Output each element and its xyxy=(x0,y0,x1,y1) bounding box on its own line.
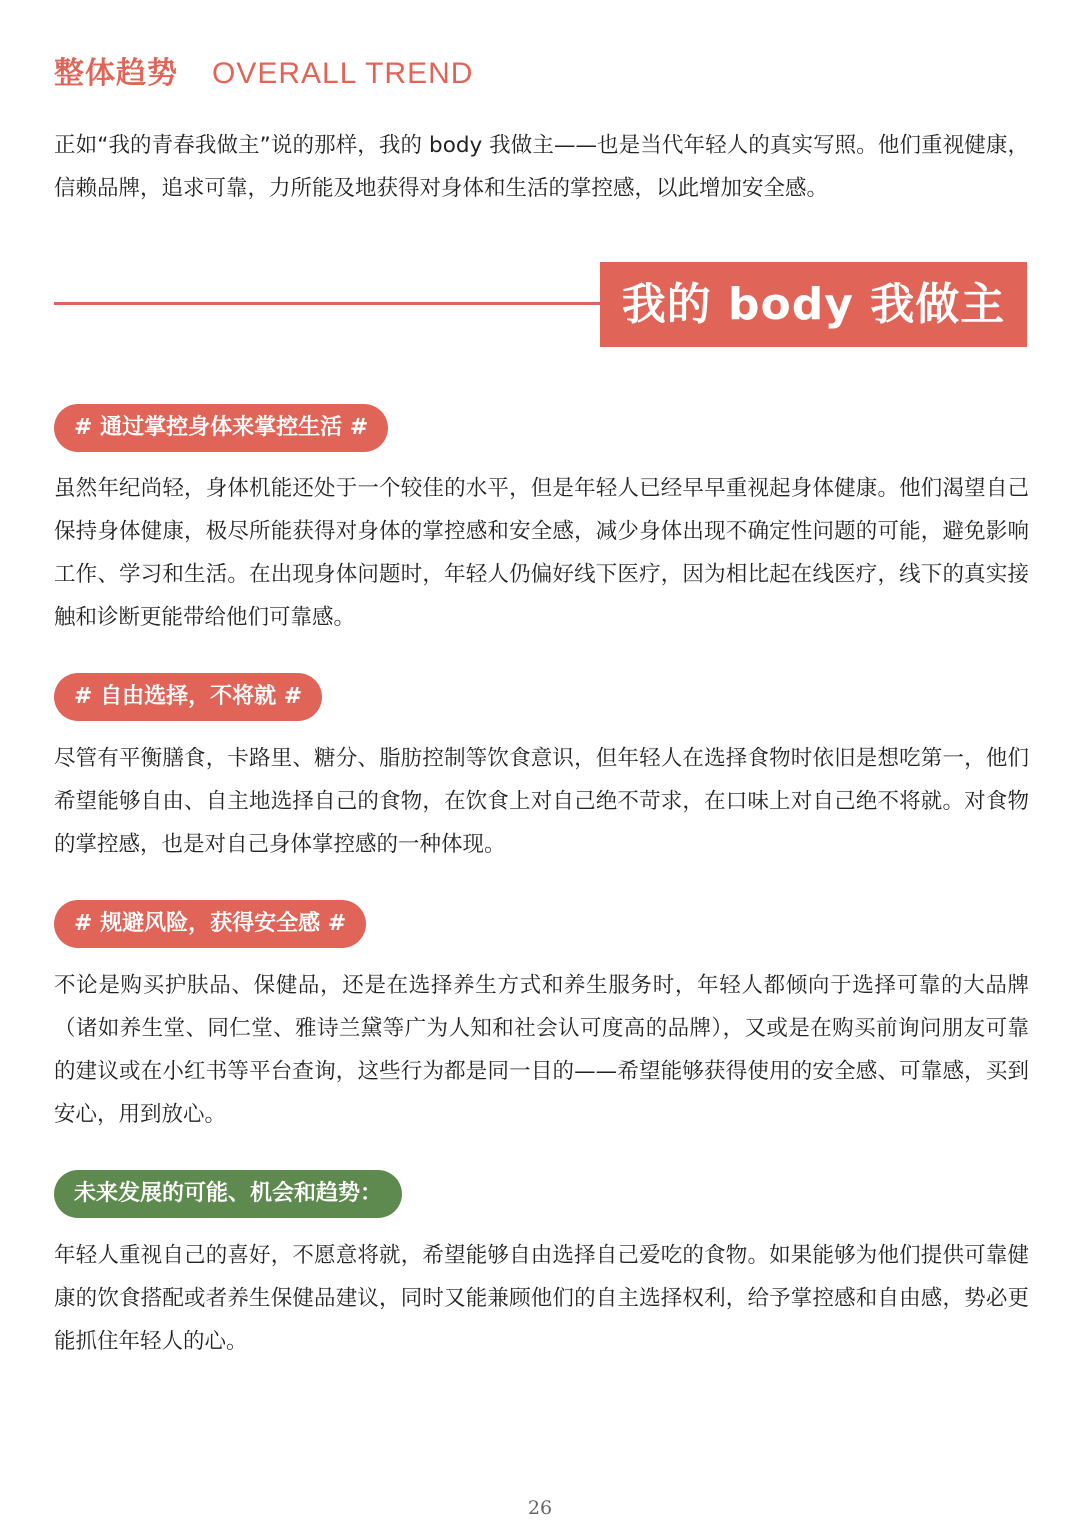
page-header xyxy=(54,48,473,92)
paragraph-future-trends: 年轻人重视自己的喜好，不愿意将就，希望能够自由选择自己爱吃的食物。如果能够为他们提供可靠健康的饮食搭配或者养生保健品建议，同时又能兼顾他们的自主选择权利，给予掌控感和自由感，势必更能抓住年轻人的心。 xyxy=(54,1243,1029,1354)
divider-line xyxy=(54,302,614,305)
tag-control-body: # 通过掌控身体来掌控生活 # xyxy=(54,404,388,452)
tag-free-choice: # 自由选择，不将就 # xyxy=(54,673,322,721)
tag-future-trends: 未来发展的可能、机会和趋势： xyxy=(54,1170,402,1218)
intro-paragraph: 正如“我的青春我做主”说的那样，我的 body 我做主——也是当代年轻人的真实写照。他们重视健康，信赖品牌，追求可靠，力所能及地获得对身体和生活的掌控感，以此增加安全感。 xyxy=(54,133,1029,201)
paragraph-avoid-risk: 不论是购买护肤品、保健品，还是在选择养生方式和养生服务时，年轻人都倾向于选择可靠的大品牌（诸如养生堂、同仁堂、雅诗兰黛等广为人知和社会认可度高的品牌），又或是在购买前询问朋友可靠的建议或在小红书等平台查询，这些行为都是同一目的——希望能够获得使用的安全感、可靠感，买到安心，用到放心。 xyxy=(54,973,1029,1127)
page-number: 26 xyxy=(527,1497,553,1519)
banner-title: 我的 body 我做主 xyxy=(600,262,1027,347)
section-title-cn: 整体趋势 xyxy=(54,56,178,91)
paragraph-free-choice: 尽管有平衡膳食，卡路里、糖分、脂肪控制等饮食意识，但年轻人在选择食物时依旧是想吃第一，他们希望能够自由、自主地选择自己的食物，在饮食上对自己绝不苛求，在口味上对自己绝不将就。对食物的掌控感，也是对自己身体掌控感的一种体现。 xyxy=(54,746,1029,857)
section-title-en: OVERALL TREND xyxy=(212,57,474,90)
tag-avoid-risk: # 规避风险，获得安全感 # xyxy=(54,900,366,948)
paragraph-control-body: 虽然年纪尚轻，身体机能还处于一个较佳的水平，但是年轻人已经早早重视起身体健康。他们渴望自己保持身体健康，极尽所能获得对身体的掌控感和安全感，减少身体出现不确定性问题的可能，避免影响工作、学习和生活。在出现身体问题时，年轻人仍偏好线下医疗，因为相比起在线医疗，线下的真实接触和诊断更能带给他们可靠感。 xyxy=(54,476,1029,630)
